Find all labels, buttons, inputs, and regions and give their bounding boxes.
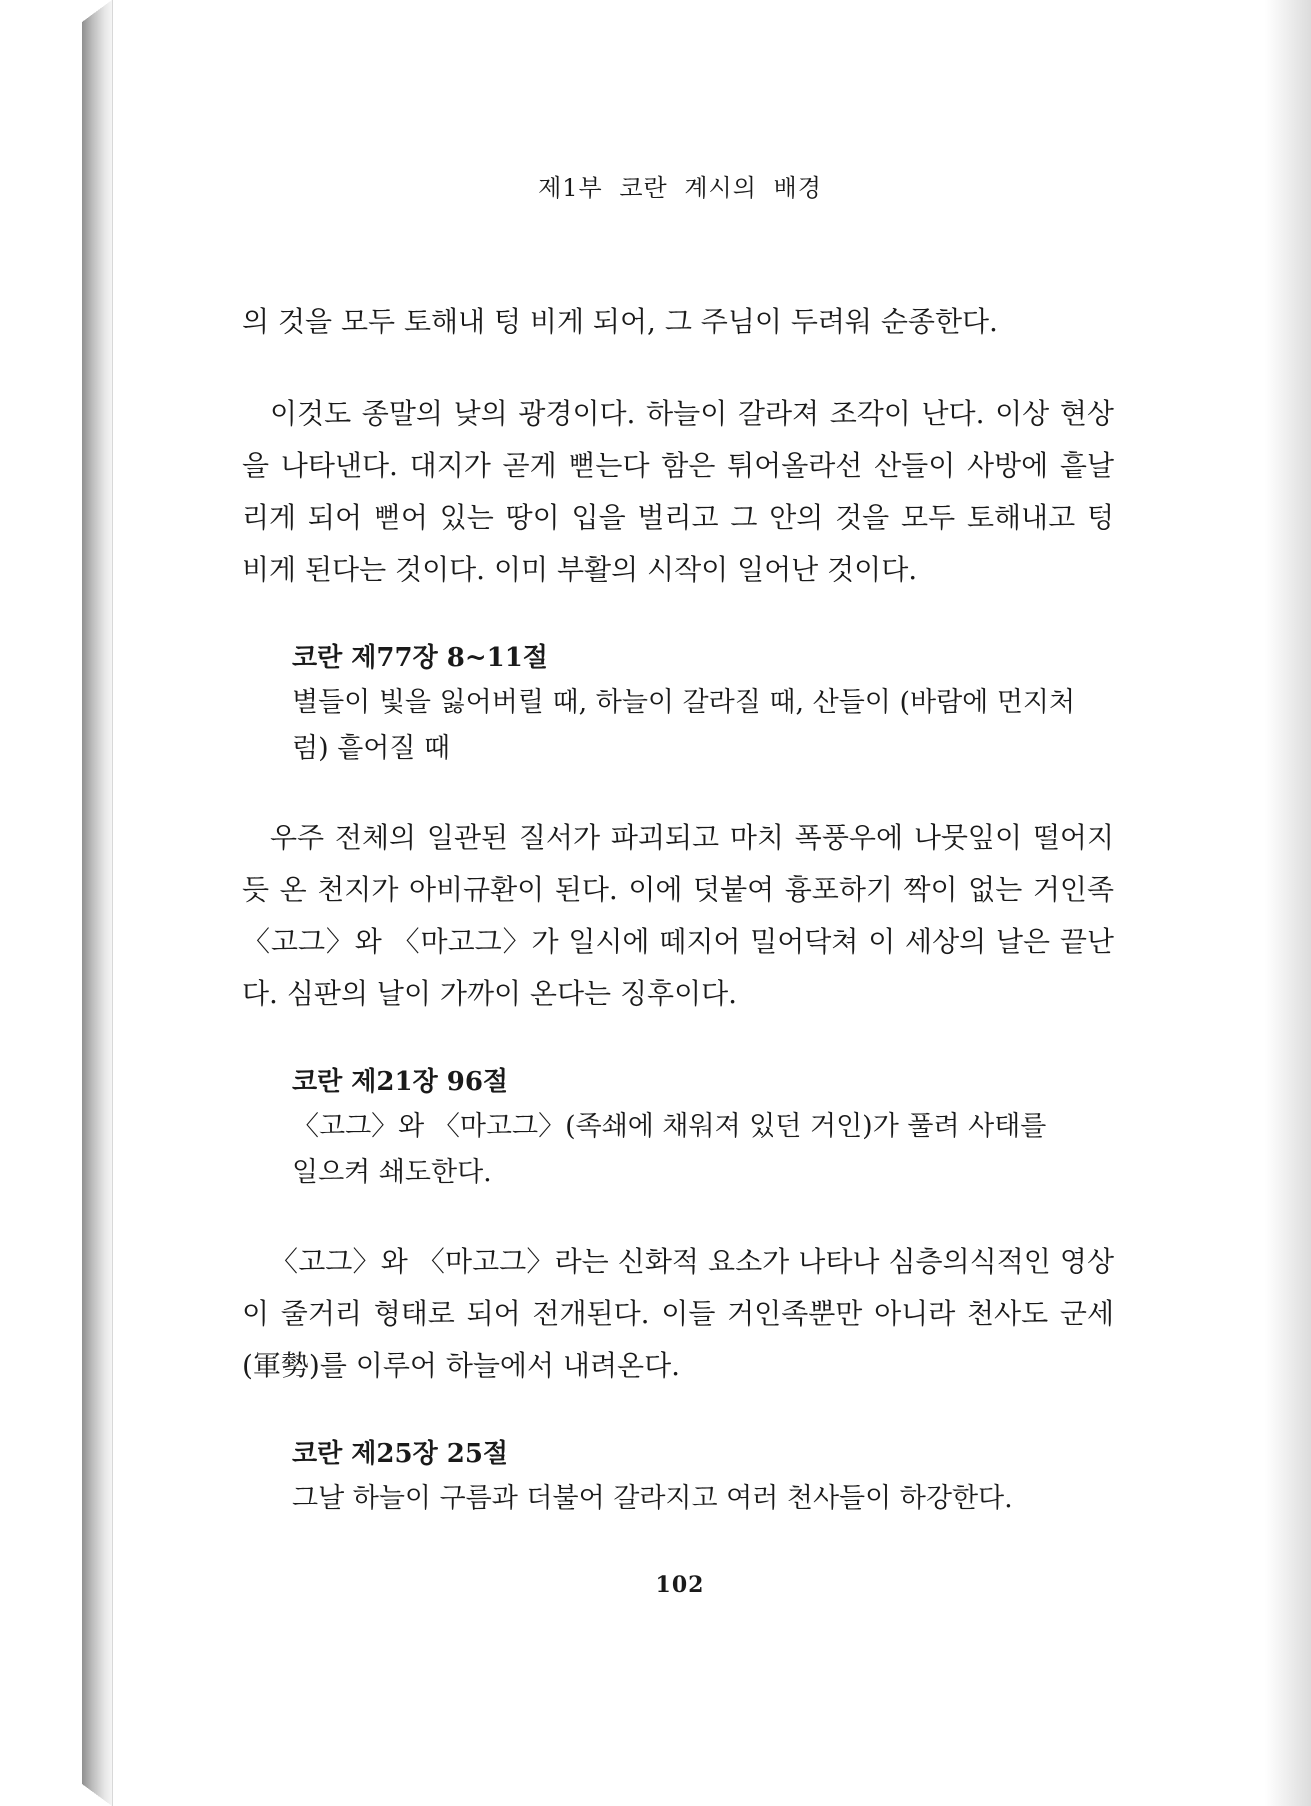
- page-content: [242, 296, 1114, 1522]
- paragraph-continuation: 의 것을 모두 토해내 텅 비게 되어, 그 주님이 두려워 순종한다.: [242, 305, 998, 338]
- quran-quote-21: [242, 1060, 1114, 1196]
- paragraph-end-of-day: 이것도 종말의 낮의 광경이다. 하늘이 갈라져 조각이 난다. 이상 현상을 나타낸다. 대지가 곧게 뻗는다 함은 튀어올라선 산들이 사방에 흩날리게 되어 뻗어 있는 땅이 입을 벌리고 그 안의 것을 모두 토해내고 텅 비게 된다는 것이다. 이미 부활의 시작이 일어난 것이다.: [242, 397, 1114, 586]
- spacer: [242, 596, 1114, 636]
- page-number: 102: [655, 1572, 705, 1598]
- page-edge-line: [112, 0, 113, 1806]
- spacer: [242, 772, 1114, 812]
- quote-reference: 코란 제21장 96절: [292, 1067, 509, 1097]
- running-header: 제1부 코란 계시의 배경: [538, 174, 822, 202]
- quote-text: 〈고그〉와 〈마고그〉(족쇄에 채워져 있던 거인)가 풀려 사태를 일으켜 쇄도한다.: [292, 1111, 1047, 1188]
- paragraph-gog-magog: 〈고그〉와 〈마고그〉라는 신화적 요소가 나타나 심층의식적인 영상이 줄거리 형태로 되어 전개된다. 이들 거인족뿐만 아니라 천사도 군세(軍勢)를 이루어 하늘에서 내려온다.: [242, 1245, 1114, 1382]
- book-page-edge: [82, 0, 112, 1806]
- spacer: [242, 1196, 1114, 1236]
- quote-text: 별들이 빛을 잃어버릴 때, 하늘이 갈라질 때, 산들이 (바람에 먼지처럼) 흩어질 때: [292, 687, 1076, 764]
- quote-reference: 코란 제25장 25절: [292, 1439, 509, 1469]
- quote-text: 그날 하늘이 구름과 더불어 갈라지고 여러 천사들이 하강한다.: [292, 1483, 1013, 1514]
- quran-quote-77: [242, 636, 1114, 772]
- spacer: [242, 348, 1114, 388]
- page-edge-corner-bottom: [82, 1784, 112, 1806]
- page-edge-corner-top: [82, 0, 112, 22]
- quran-quote-25: [242, 1432, 1114, 1522]
- spacer: [242, 1020, 1114, 1060]
- spacer: [242, 1392, 1114, 1432]
- quote-reference: 코란 제77장 8~11절: [292, 643, 548, 673]
- page-right-shadow: [1265, 0, 1311, 1806]
- paragraph-cosmic-order: 우주 전체의 일관된 질서가 파괴되고 마치 폭풍우에 나뭇잎이 떨어지듯 온 천지가 아비규환이 된다. 이에 덧붙여 흉포하기 짝이 없는 거인족 〈고그〉와 〈마고그〉가 일시에 떼지어 밀어닥쳐 이 세상의 날은 끝난다. 심판의 날이 가까이 온다는 징후이다.: [242, 821, 1114, 1010]
